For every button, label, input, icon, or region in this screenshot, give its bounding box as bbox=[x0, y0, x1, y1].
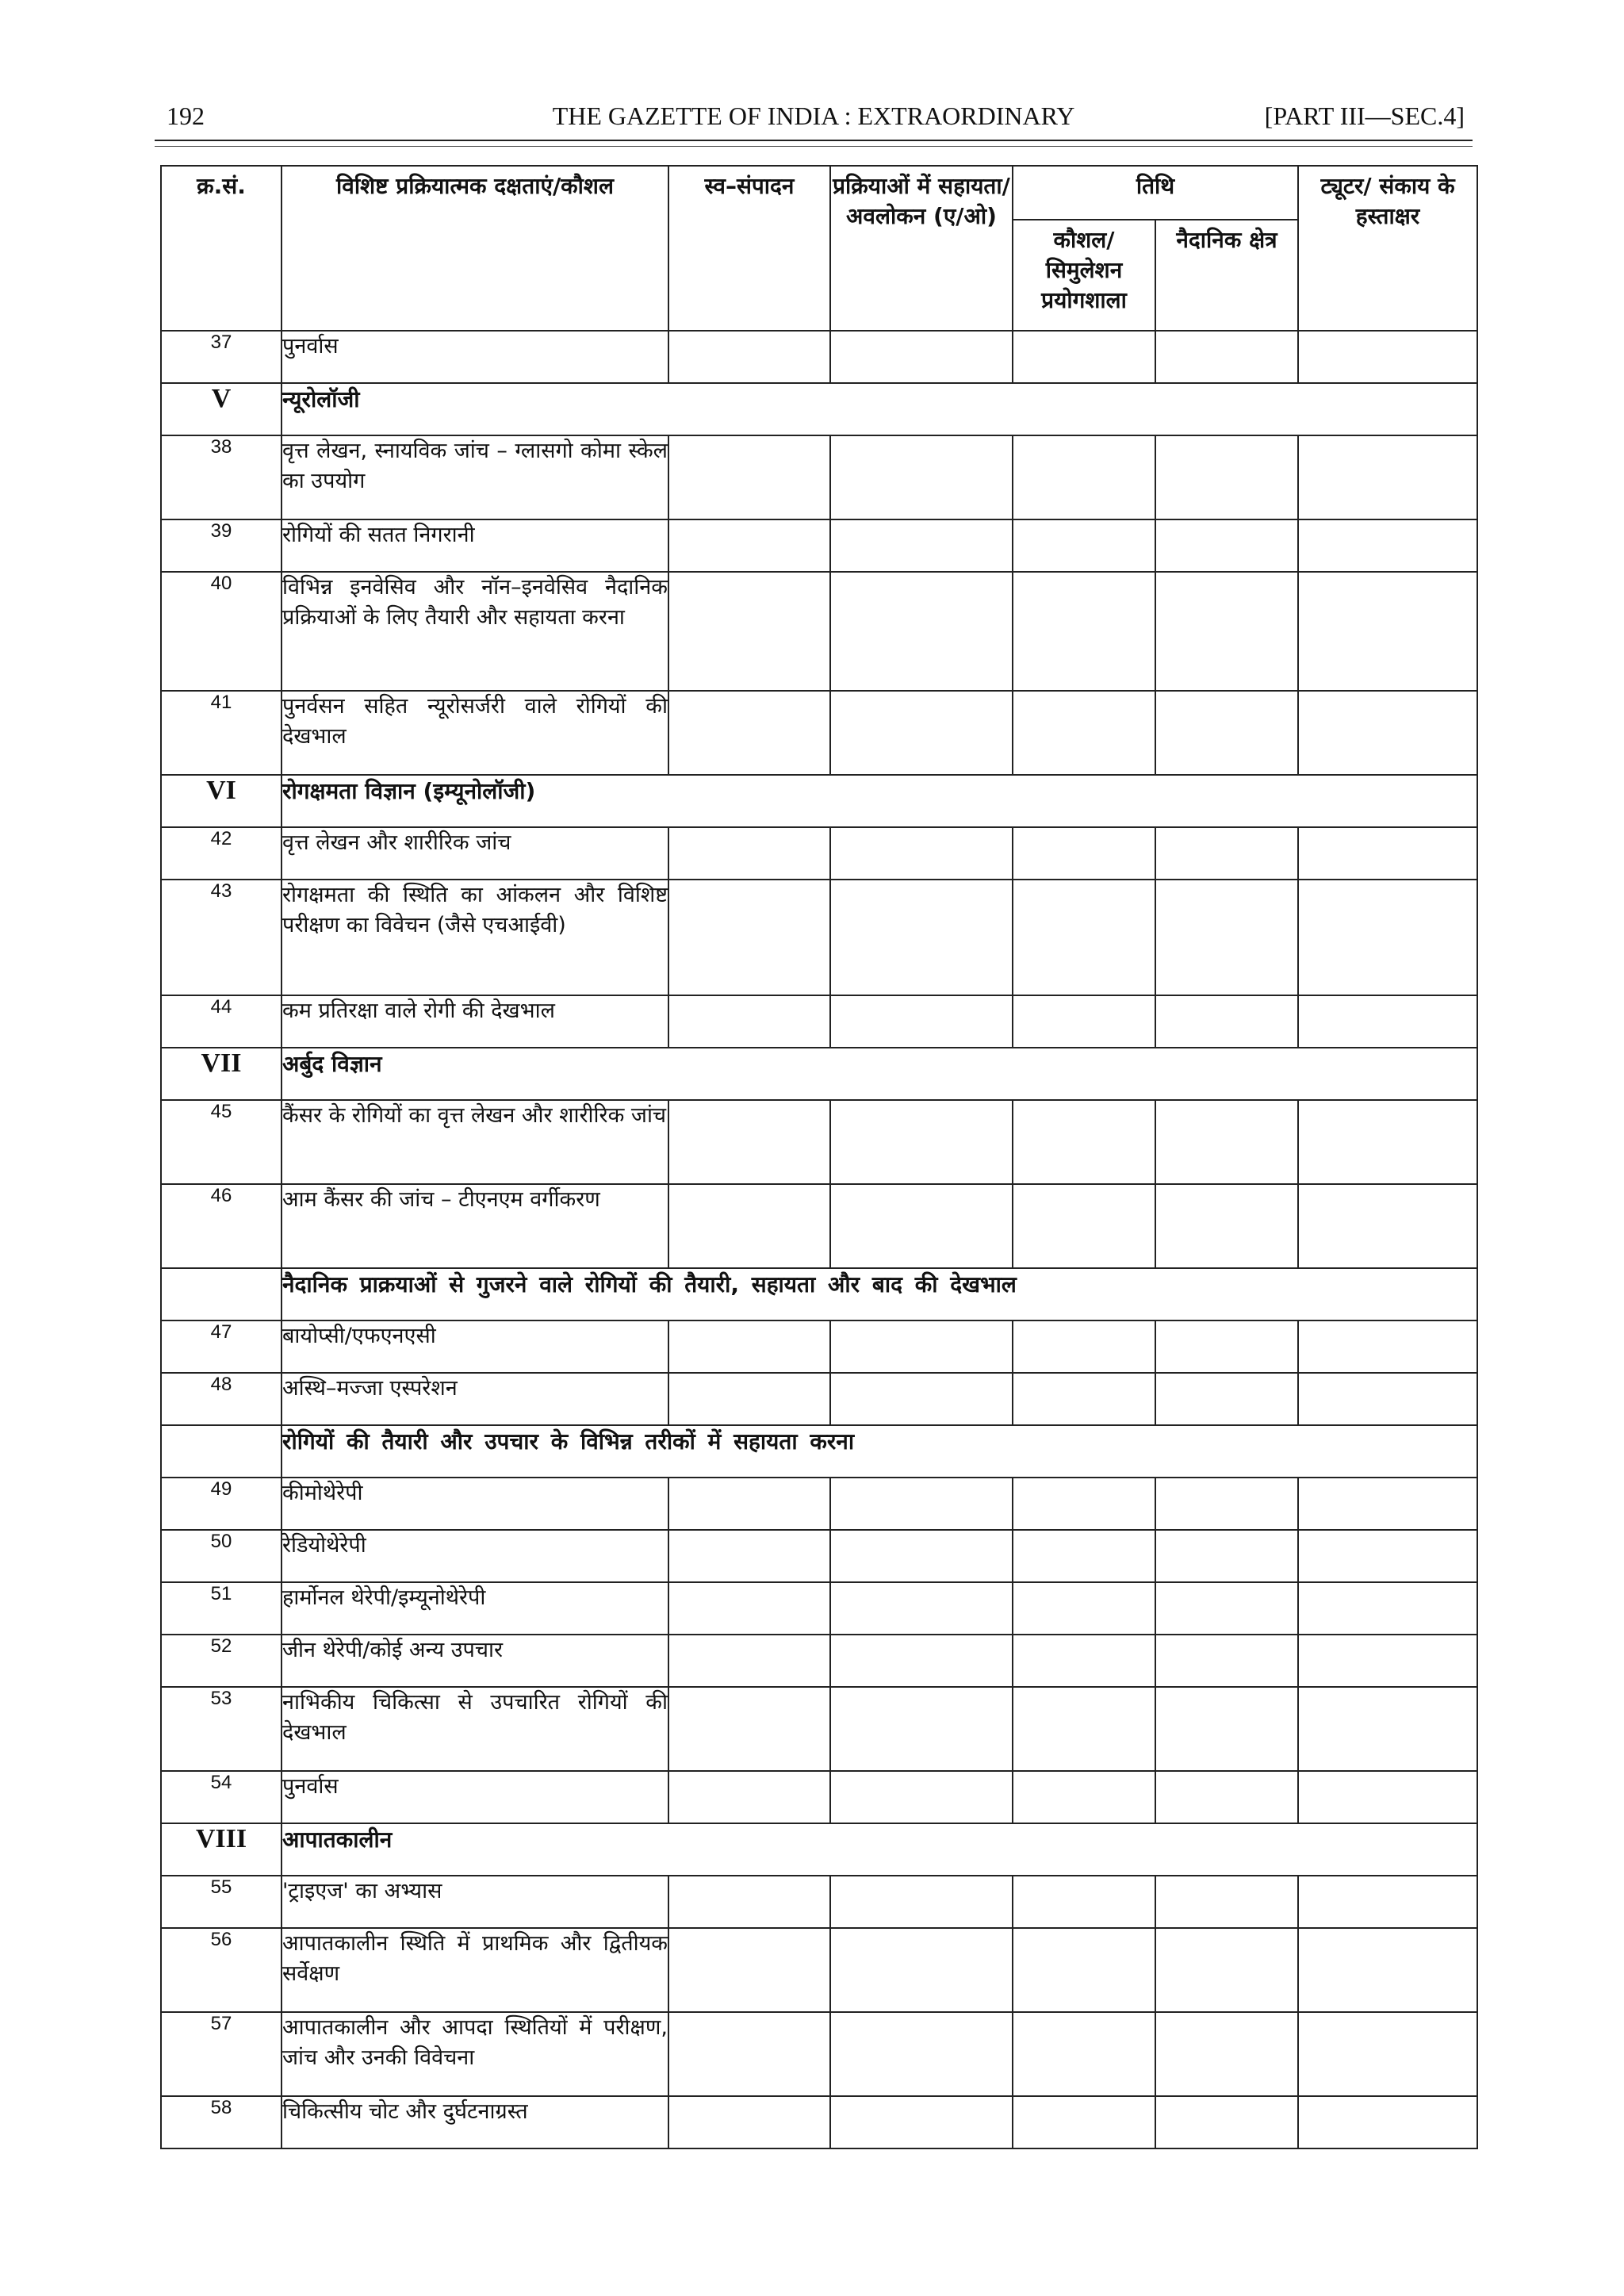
cell-self bbox=[668, 1876, 830, 1928]
table-row bbox=[161, 1320, 1477, 1373]
gazette-title: THE GAZETTE OF INDIA : EXTRAORDINARY bbox=[552, 102, 1075, 130]
skill-text: अस्थि–मज्जा एस्परेशन bbox=[282, 1373, 668, 1425]
cell-date-lab bbox=[1013, 1373, 1155, 1425]
cell-self bbox=[668, 1687, 830, 1771]
skill-text: रोगक्षमता की स्थिति का आंकलन और विशिष्ट परीक्षण का विवेचन (जैसे एचआईवी) bbox=[282, 880, 668, 995]
cell-assist bbox=[830, 572, 1013, 691]
cell-date-lab bbox=[1013, 1100, 1155, 1184]
row-number: 45 bbox=[161, 1100, 282, 1184]
col-header-date-lab: कौशल/ सिमुलेशन प्रयोगशाला bbox=[1013, 220, 1155, 331]
cell-assist bbox=[830, 995, 1013, 1048]
cell-self bbox=[668, 1635, 830, 1687]
subsection-title: नैदानिक प्राक्रयाओं से गुजरने वाले रोगियों की तैयारी, सहायता और बाद की देखभाल bbox=[282, 1268, 1477, 1320]
cell-date-lab bbox=[1013, 572, 1155, 691]
row-number: 38 bbox=[161, 435, 282, 519]
subsection-blank bbox=[161, 1425, 282, 1478]
cell-signature bbox=[1298, 1771, 1477, 1823]
cell-assist bbox=[830, 827, 1013, 880]
col-header-assist: प्रक्रियाओं में सहायता/ अवलोकन (ए/ओ) bbox=[830, 166, 1013, 331]
section-title: रोगक्षमता विज्ञान (इम्यूनोलॉजी) bbox=[282, 775, 1477, 827]
cell-self bbox=[668, 995, 830, 1048]
skill-text: हार्मोनल थेरेपी/इम्यूनोथेरेपी bbox=[282, 1582, 668, 1635]
cell-assist bbox=[830, 1184, 1013, 1268]
section-numeral: VI bbox=[161, 775, 282, 827]
cell-date-lab bbox=[1013, 880, 1155, 995]
row-number: 40 bbox=[161, 572, 282, 691]
skill-text: रोगियों की सतत निगरानी bbox=[282, 519, 668, 572]
section-row bbox=[161, 1048, 1477, 1100]
cell-self bbox=[668, 1582, 830, 1635]
table-row bbox=[161, 519, 1477, 572]
cell-self bbox=[668, 572, 830, 691]
cell-date-clinical bbox=[1155, 572, 1298, 691]
skill-text: आपातकालीन स्थिति में प्राथमिक और द्वितीयक सर्वेक्षण bbox=[282, 1928, 668, 2012]
skill-text: जीन थेरेपी/कोई अन्य उपचार bbox=[282, 1635, 668, 1687]
cell-self bbox=[668, 2096, 830, 2148]
cell-signature bbox=[1298, 691, 1477, 775]
table-row bbox=[161, 2012, 1477, 2096]
cell-date-clinical bbox=[1155, 1478, 1298, 1530]
cell-signature bbox=[1298, 2096, 1477, 2148]
row-number: 43 bbox=[161, 880, 282, 995]
section-numeral: VIII bbox=[161, 1823, 282, 1876]
cell-self bbox=[668, 880, 830, 995]
cell-date-clinical bbox=[1155, 1184, 1298, 1268]
cell-self bbox=[668, 2012, 830, 2096]
table-row bbox=[161, 1184, 1477, 1268]
skill-text: आपातकालीन और आपदा स्थितियों में परीक्षण, जांच और उनकी विवेचना bbox=[282, 2012, 668, 2096]
header-rule-thin bbox=[155, 146, 1473, 147]
cell-self bbox=[668, 1100, 830, 1184]
row-number: 39 bbox=[161, 519, 282, 572]
cell-date-lab bbox=[1013, 1635, 1155, 1687]
skill-text: चिकित्सीय चोट और दुर्घटनाग्रस्त bbox=[282, 2096, 668, 2148]
cell-signature bbox=[1298, 331, 1477, 383]
cell-date-clinical bbox=[1155, 1373, 1298, 1425]
cell-signature bbox=[1298, 827, 1477, 880]
skill-text: आम कैंसर की जांच – टीएनएम वर्गीकरण bbox=[282, 1184, 668, 1268]
table-row bbox=[161, 435, 1477, 519]
skill-text: नाभिकीय चिकित्सा से उपचारित रोगियों की देखभाल bbox=[282, 1687, 668, 1771]
section-title: न्यूरोलॉजी bbox=[282, 383, 1477, 435]
cell-assist bbox=[830, 1876, 1013, 1928]
cell-signature bbox=[1298, 995, 1477, 1048]
cell-date-lab bbox=[1013, 1876, 1155, 1928]
cell-date-lab bbox=[1013, 1771, 1155, 1823]
cell-date-clinical bbox=[1155, 2012, 1298, 2096]
section-title: अर्बुद विज्ञान bbox=[282, 1048, 1477, 1100]
cell-date-lab bbox=[1013, 1928, 1155, 2012]
section-row bbox=[161, 1823, 1477, 1876]
row-number: 51 bbox=[161, 1582, 282, 1635]
row-number: 57 bbox=[161, 2012, 282, 2096]
cell-date-clinical bbox=[1155, 1687, 1298, 1771]
cell-assist bbox=[830, 1771, 1013, 1823]
col-header-date: तिथि bbox=[1013, 166, 1298, 220]
cell-date-clinical bbox=[1155, 331, 1298, 383]
cell-signature bbox=[1298, 1100, 1477, 1184]
row-number: 55 bbox=[161, 1876, 282, 1928]
cell-assist bbox=[830, 2012, 1013, 2096]
skill-text: कैंसर के रोगियों का वृत्त लेखन और शारीरिक जांच bbox=[282, 1100, 668, 1184]
row-number: 56 bbox=[161, 1928, 282, 2012]
skill-text: विभिन्न इनवेसिव और नॉन–इनवेसिव नैदानिक प्रक्रियाओं के लिए तैयारी और सहायता करना bbox=[282, 572, 668, 691]
cell-assist bbox=[830, 435, 1013, 519]
table-row bbox=[161, 572, 1477, 691]
subsection-blank bbox=[161, 1268, 282, 1320]
table-row bbox=[161, 1373, 1477, 1425]
cell-date-clinical bbox=[1155, 1320, 1298, 1373]
cell-signature bbox=[1298, 880, 1477, 995]
cell-self bbox=[668, 1771, 830, 1823]
cell-self bbox=[668, 1373, 830, 1425]
cell-signature bbox=[1298, 1876, 1477, 1928]
cell-date-clinical bbox=[1155, 691, 1298, 775]
cell-self bbox=[668, 827, 830, 880]
cell-date-lab bbox=[1013, 691, 1155, 775]
row-number: 37 bbox=[161, 331, 282, 383]
cell-date-lab bbox=[1013, 1530, 1155, 1582]
cell-signature bbox=[1298, 1184, 1477, 1268]
cell-date-clinical bbox=[1155, 995, 1298, 1048]
row-number: 53 bbox=[161, 1687, 282, 1771]
skill-text: पुनर्वास bbox=[282, 331, 668, 383]
cell-signature bbox=[1298, 435, 1477, 519]
row-number: 50 bbox=[161, 1530, 282, 1582]
cell-signature bbox=[1298, 1635, 1477, 1687]
cell-date-lab bbox=[1013, 1582, 1155, 1635]
section-title: आपातकालीन bbox=[282, 1823, 1477, 1876]
row-number: 58 bbox=[161, 2096, 282, 2148]
cell-signature bbox=[1298, 1478, 1477, 1530]
cell-assist bbox=[830, 1373, 1013, 1425]
section-numeral: V bbox=[161, 383, 282, 435]
cell-signature bbox=[1298, 519, 1477, 572]
cell-assist bbox=[830, 1530, 1013, 1582]
cell-date-lab bbox=[1013, 2012, 1155, 2096]
cell-assist bbox=[830, 1635, 1013, 1687]
table-row bbox=[161, 1876, 1477, 1928]
cell-date-lab bbox=[1013, 1687, 1155, 1771]
row-number: 49 bbox=[161, 1478, 282, 1530]
cell-date-lab bbox=[1013, 1478, 1155, 1530]
cell-assist bbox=[830, 1582, 1013, 1635]
cell-self bbox=[668, 1184, 830, 1268]
cell-assist bbox=[830, 2096, 1013, 2148]
col-header-skill: विशिष्ट प्रक्रियात्मक दक्षताएं/कौशल bbox=[282, 166, 668, 331]
row-number: 52 bbox=[161, 1635, 282, 1687]
section-row bbox=[161, 775, 1477, 827]
cell-date-clinical bbox=[1155, 827, 1298, 880]
cell-date-lab bbox=[1013, 331, 1155, 383]
col-header-signature: ट्यूटर/ संकाय के हस्ताक्षर bbox=[1298, 166, 1477, 331]
cell-self bbox=[668, 691, 830, 775]
cell-signature bbox=[1298, 2012, 1477, 2096]
table-row bbox=[161, 880, 1477, 995]
cell-self bbox=[668, 331, 830, 383]
cell-signature bbox=[1298, 1530, 1477, 1582]
cell-assist bbox=[830, 1928, 1013, 2012]
row-number: 54 bbox=[161, 1771, 282, 1823]
skill-text: पुनर्वास bbox=[282, 1771, 668, 1823]
col-header-serial: क्र.सं. bbox=[161, 166, 282, 331]
cell-date-clinical bbox=[1155, 2096, 1298, 2148]
cell-self bbox=[668, 1478, 830, 1530]
table-body bbox=[161, 331, 1477, 2148]
table-row bbox=[161, 2096, 1477, 2148]
row-number: 47 bbox=[161, 1320, 282, 1373]
skill-text: कीमोथेरेपी bbox=[282, 1478, 668, 1530]
subsection-title: रोगियों की तैयारी और उपचार के विभिन्न तरीकों में सहायता करना bbox=[282, 1425, 1477, 1478]
table-row bbox=[161, 1530, 1477, 1582]
page-number: 192 bbox=[167, 102, 205, 130]
table-row bbox=[161, 995, 1477, 1048]
row-number: 48 bbox=[161, 1373, 282, 1425]
table-row bbox=[161, 331, 1477, 383]
cell-assist bbox=[830, 519, 1013, 572]
cell-assist bbox=[830, 1687, 1013, 1771]
row-number: 44 bbox=[161, 995, 282, 1048]
table-row bbox=[161, 1928, 1477, 2012]
cell-date-clinical bbox=[1155, 1582, 1298, 1635]
cell-date-clinical bbox=[1155, 1530, 1298, 1582]
subsection-row bbox=[161, 1425, 1477, 1478]
skill-text: रेडियोथेरेपी bbox=[282, 1530, 668, 1582]
cell-signature bbox=[1298, 1582, 1477, 1635]
skill-text: वृत्त लेखन और शारीरिक जांच bbox=[282, 827, 668, 880]
cell-date-clinical bbox=[1155, 1928, 1298, 2012]
table-row bbox=[161, 1771, 1477, 1823]
cell-assist bbox=[830, 1100, 1013, 1184]
part-section: [PART III—SEC.4] bbox=[1264, 102, 1465, 130]
cell-signature bbox=[1298, 1320, 1477, 1373]
skill-text: कम प्रतिरक्षा वाले रोगी की देखभाल bbox=[282, 995, 668, 1048]
cell-assist bbox=[830, 880, 1013, 995]
skill-text: वृत्त लेखन, स्नायविक जांच – ग्लासगो कोमा स्केल का उपयोग bbox=[282, 435, 668, 519]
skill-text: पुनर्वसन सहित न्यूरोसर्जरी वाले रोगियों की देखभाल bbox=[282, 691, 668, 775]
header-row-1 bbox=[161, 166, 1477, 220]
cell-signature bbox=[1298, 1687, 1477, 1771]
cell-self bbox=[668, 1928, 830, 2012]
table-row bbox=[161, 1687, 1477, 1771]
cell-self bbox=[668, 435, 830, 519]
skills-table bbox=[160, 165, 1478, 2149]
cell-date-lab bbox=[1013, 1320, 1155, 1373]
header-rule bbox=[155, 140, 1473, 141]
cell-date-clinical bbox=[1155, 519, 1298, 572]
row-number: 46 bbox=[161, 1184, 282, 1268]
table-row bbox=[161, 1582, 1477, 1635]
cell-signature bbox=[1298, 1373, 1477, 1425]
row-number: 42 bbox=[161, 827, 282, 880]
cell-self bbox=[668, 1320, 830, 1373]
subsection-row bbox=[161, 1268, 1477, 1320]
cell-assist bbox=[830, 1478, 1013, 1530]
cell-self bbox=[668, 519, 830, 572]
cell-date-lab bbox=[1013, 995, 1155, 1048]
cell-date-clinical bbox=[1155, 1876, 1298, 1928]
table-row bbox=[161, 1635, 1477, 1687]
cell-assist bbox=[830, 691, 1013, 775]
cell-date-lab bbox=[1013, 435, 1155, 519]
cell-self bbox=[668, 1530, 830, 1582]
cell-date-clinical bbox=[1155, 1771, 1298, 1823]
section-row bbox=[161, 383, 1477, 435]
col-header-self: स्व–संपादन bbox=[668, 166, 830, 331]
col-header-date-clinical: नैदानिक क्षेत्र bbox=[1155, 220, 1298, 331]
cell-date-lab bbox=[1013, 827, 1155, 880]
cell-signature bbox=[1298, 1928, 1477, 2012]
cell-date-clinical bbox=[1155, 880, 1298, 995]
table-row bbox=[161, 827, 1477, 880]
section-numeral: VII bbox=[161, 1048, 282, 1100]
table-row bbox=[161, 691, 1477, 775]
table-row bbox=[161, 1100, 1477, 1184]
cell-date-lab bbox=[1013, 519, 1155, 572]
skill-text: बायोप्सी/एफएनएसी bbox=[282, 1320, 668, 1373]
cell-date-lab bbox=[1013, 1184, 1155, 1268]
cell-date-lab bbox=[1013, 2096, 1155, 2148]
table-row bbox=[161, 1478, 1477, 1530]
cell-assist bbox=[830, 1320, 1013, 1373]
skill-text: 'ट्राइएज' का अभ्यास bbox=[282, 1876, 668, 1928]
page-header bbox=[155, 97, 1473, 136]
cell-signature bbox=[1298, 572, 1477, 691]
cell-date-clinical bbox=[1155, 435, 1298, 519]
cell-date-clinical bbox=[1155, 1100, 1298, 1184]
row-number: 41 bbox=[161, 691, 282, 775]
cell-date-clinical bbox=[1155, 1635, 1298, 1687]
cell-assist bbox=[830, 331, 1013, 383]
